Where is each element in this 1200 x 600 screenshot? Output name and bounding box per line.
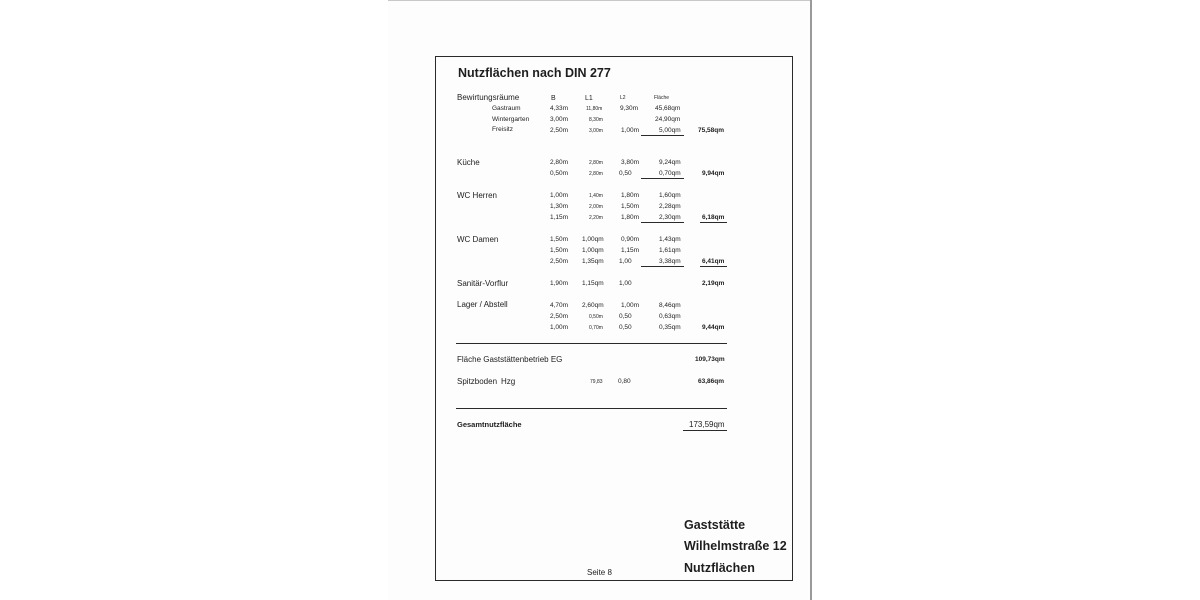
cell-b: 1,00m [550,324,569,331]
cell-l1: 2,80m [589,160,603,166]
cell-l1: 79,83 [590,379,603,385]
cell-l2: 1,00m [621,302,640,309]
cell-area: 3,38qm [659,258,681,265]
footer-line-1: Gaststätte [684,518,746,532]
scan-right-edge [810,0,812,600]
cell-area: 1,43qm [659,236,681,243]
sum-rule [641,266,684,267]
sum-rule [641,178,684,179]
total-underline [683,430,727,431]
cell-area: 0,63qm [659,313,681,320]
document-title: Nutzflächen nach DIN 277 [458,66,611,80]
row-label: Freisitz [492,126,513,133]
cell-area: 24,90qm [655,116,681,123]
total-spitzboden: 63,86qm [698,378,725,385]
total-underline [700,266,727,267]
cell-l2: 0,80 [618,378,631,385]
cell-l2: 0,50 [619,324,632,331]
cell-b: 1,50m [550,236,569,243]
cell-l1: 11,80m [586,106,603,112]
section-label-kueche: Küche [457,158,480,167]
section-total: 9,94qm [702,170,725,177]
cell-l2: 1,15m [621,247,640,254]
section-total: 2,19qm [702,280,725,287]
cell-l1: 2,00m [589,204,603,210]
cell-l2: 0,50 [619,313,632,320]
footer-line-2: Wilhelmstraße 12 [684,539,787,553]
section-total: 6,18qm [702,214,725,221]
column-header-l1: L1 [585,95,593,102]
total-gesamt: 173,59qm [689,420,725,429]
cell-b: 4,33m [550,105,569,112]
cell-b: 2,50m [550,313,569,320]
cell-area: 8,46qm [659,302,681,309]
cell-l2: 1,80m [621,192,640,199]
cell-l1: 0,70m [589,325,603,331]
cell-b: 3,00m [550,116,569,123]
separator-rule [456,408,727,409]
section-label-wc-herren: WC Herren [457,191,498,200]
cell-l2: 0,50 [619,170,632,177]
cell-l1: 2,80m [589,171,603,177]
cell-b: 4,70m [550,302,569,309]
row-label: Gastraum [492,105,521,112]
cell-b: 2,50m [550,127,569,134]
cell-area: 5,00qm [659,127,681,134]
cell-area: 2,30qm [659,214,681,221]
cell-l1: 1,15qm [582,280,604,287]
section-label-sanitaer: Sanitär-Vorflur [457,279,509,288]
cell-l2: 3,80m [621,159,640,166]
cell-l1: 8,30m [589,117,603,123]
section-label-wc-damen: WC Damen [457,235,499,244]
cell-l2: 0,90m [621,236,640,243]
cell-area: 45,68qm [655,105,681,112]
cell-l1: 1,00qm [582,236,604,243]
cell-l1: 3,00m [589,128,603,134]
section-total: 75,58qm [698,127,725,134]
cell-b: 1,00m [550,192,569,199]
total-flaeche-eg: 109,73qm [695,356,725,363]
section-label-bewirtung: Bewirtungsräume [457,93,520,102]
cell-b: 0,50m [550,170,569,177]
cell-l1: 0,50m [589,314,603,320]
label-spitzboden-hzg: Hzg [501,377,516,386]
sum-rule [641,222,684,223]
cell-area: 9,24qm [659,159,681,166]
column-header-flaeche: Fläche [654,95,670,101]
cell-area: 2,28qm [659,203,681,210]
cell-l2: 9,30m [620,105,639,112]
page-number: Seite 8 [587,568,612,577]
cell-l1: 1,00qm [582,247,604,254]
page-frame [435,56,793,581]
total-underline [700,222,727,223]
cell-l2: 1,50m [621,203,640,210]
cell-area: 0,70qm [659,170,681,177]
section-total: 9,44qm [702,324,725,331]
cell-b: 1,15m [550,214,569,221]
cell-l2: 1,00 [619,280,632,287]
cell-l2: 1,00 [619,258,632,265]
cell-l1: 2,60qm [582,302,604,309]
section-total: 6,41qm [702,258,725,265]
sum-rule [641,135,684,136]
cell-l2: 1,80m [621,214,640,221]
cell-b: 2,50m [550,258,569,265]
label-gesamt: Gesamtnutzfläche [457,420,522,429]
cell-l1: 1,35qm [582,258,604,265]
separator-rule [456,343,727,344]
cell-l2: 1,00m [621,127,640,134]
section-label-lager: Lager / Abstell [457,300,508,309]
cell-area: 1,60qm [659,192,681,199]
footer-line-3: Nutzflächen [684,561,755,575]
cell-l1: 1,40m [589,193,603,199]
cell-area: 1,61qm [659,247,681,254]
label-flaeche-eg: Fläche Gaststättenbetrieb EG [457,355,563,364]
label-spitzboden: Spitzboden [457,377,498,386]
cell-l1: 2,20m [589,215,603,221]
scan-top-edge [388,0,810,1]
cell-area: 0,35qm [659,324,681,331]
row-label: Wintergarten [492,116,530,123]
column-header-l2: L2 [620,95,626,101]
column-header-b: B [551,95,556,102]
cell-b: 1,90m [550,280,569,287]
cell-b: 1,30m [550,203,569,210]
cell-b: 2,80m [550,159,569,166]
cell-b: 1,50m [550,247,569,254]
